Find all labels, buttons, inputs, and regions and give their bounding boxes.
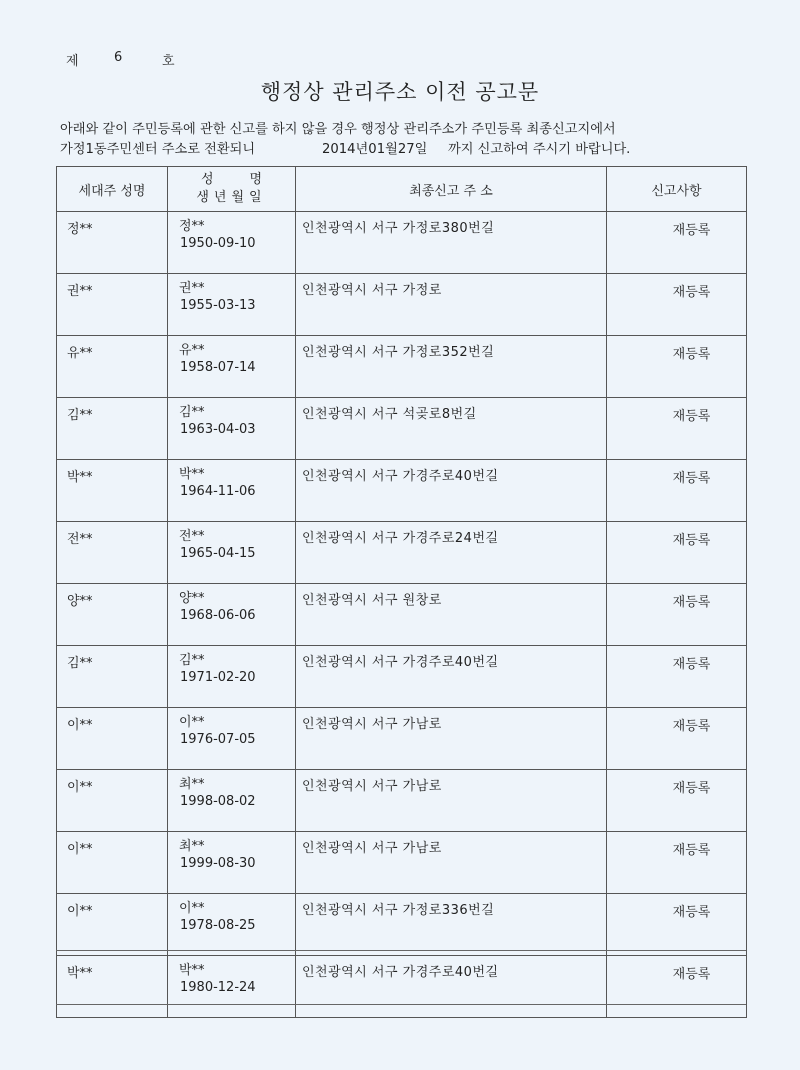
table-row	[57, 708, 747, 770]
doc-number-suffix: 호	[162, 54, 176, 69]
cell-name-birth	[168, 584, 296, 646]
cell-report: 재등록	[607, 584, 747, 646]
cell-address: 인천광역시 서구 가경주로40번길	[296, 646, 607, 708]
cell-report: 재등록	[607, 522, 747, 584]
doc-number-prefix: 제	[66, 54, 80, 69]
cell-householder: 정**	[57, 212, 168, 274]
header-name-part2: 명	[249, 172, 263, 187]
cell-name-birth	[168, 274, 296, 336]
table-row	[57, 274, 747, 336]
cell-birth: 1958-07-14	[180, 360, 256, 375]
cell-name-birth	[168, 708, 296, 770]
cell-address: 인천광역시 서구 가남로	[296, 708, 607, 770]
cell-address: 인천광역시 서구 가남로	[296, 770, 607, 832]
cell-householder: 양**	[57, 584, 168, 646]
cell-address: 인천광역시 서구 가경주로24번길	[296, 522, 607, 584]
cell-householder: 박**	[57, 956, 168, 1018]
table-row	[57, 770, 747, 832]
cell-birth: 1965-04-15	[180, 546, 256, 561]
table-row	[57, 646, 747, 708]
document-number	[66, 50, 176, 69]
table-header	[57, 167, 747, 212]
cell-name-birth	[168, 460, 296, 522]
cell-report: 재등록	[607, 832, 747, 894]
intro-line-2	[60, 140, 750, 160]
table-row	[57, 460, 747, 522]
cell-householder: 권**	[57, 274, 168, 336]
cell-name-birth	[168, 894, 296, 956]
cell-householder: 김**	[57, 646, 168, 708]
cell-address: 인천광역시 서구 가정로	[296, 274, 607, 336]
intro-line-1: 아래와 같이 주민등록에 관한 신고를 하지 않을 경우 행정상 관리주소가 주민등록 최종신고지에서	[60, 122, 616, 137]
cell-name: 김**	[179, 405, 205, 420]
cell-birth: 1955-03-13	[180, 298, 256, 313]
cell-householder: 전**	[57, 522, 168, 584]
cell-birth: 1950-09-10	[180, 236, 256, 251]
cell-name: 최**	[179, 777, 205, 792]
deadline-date: 2014년01월27일	[322, 142, 428, 157]
cell-birth: 1963-04-03	[180, 422, 256, 437]
cell-birth: 1964-11-06	[180, 484, 256, 499]
cell-address: 인천광역시 서구 석곶로8번길	[296, 398, 607, 460]
cell-report: 재등록	[607, 708, 747, 770]
cell-name-birth	[168, 832, 296, 894]
cell-report: 재등록	[607, 770, 747, 832]
cell-householder: 박**	[57, 460, 168, 522]
table-row	[57, 336, 747, 398]
cell-report: 재등록	[607, 646, 747, 708]
header-address: 최종신고 주 소	[296, 167, 607, 212]
cell-birth: 1968-06-06	[180, 608, 256, 623]
notice-table	[56, 166, 747, 1018]
cell-householder: 이**	[57, 770, 168, 832]
footer-rule-1	[56, 950, 746, 951]
cell-name-birth	[168, 398, 296, 460]
cell-report: 재등록	[607, 460, 747, 522]
table-row	[57, 956, 747, 1018]
cell-birth: 1976-07-05	[180, 732, 256, 747]
intro-line-2-end: 까지 신고하여 주시기 바랍니다.	[448, 142, 631, 157]
cell-address: 인천광역시 서구 가경주로40번길	[296, 460, 607, 522]
cell-name-birth	[168, 646, 296, 708]
cell-birth: 1971-02-20	[180, 670, 256, 685]
cell-report: 재등록	[607, 274, 747, 336]
cell-name: 전**	[179, 529, 205, 544]
cell-address: 인천광역시 서구 가남로	[296, 832, 607, 894]
cell-address: 인천광역시 서구 가정로380번길	[296, 212, 607, 274]
cell-birth: 1998-08-02	[180, 794, 256, 809]
cell-birth: 1999-08-30	[180, 856, 256, 871]
cell-address: 인천광역시 서구 원창로	[296, 584, 607, 646]
table-row	[57, 398, 747, 460]
cell-householder: 이**	[57, 708, 168, 770]
header-householder: 세대주 성명	[57, 167, 168, 212]
header-report: 신고사항	[607, 167, 747, 212]
cell-name-birth	[168, 336, 296, 398]
table-row	[57, 894, 747, 956]
cell-householder: 김**	[57, 398, 168, 460]
cell-name-birth	[168, 212, 296, 274]
cell-report: 재등록	[607, 336, 747, 398]
cell-name: 이**	[179, 715, 205, 730]
cell-name: 정**	[179, 219, 205, 234]
header-birth: 생년월일	[196, 190, 267, 205]
header-name-part1: 성	[200, 172, 214, 187]
intro-paragraph	[60, 120, 750, 160]
table-row	[57, 522, 747, 584]
footer-rule-2	[56, 1004, 746, 1005]
header-name-birth	[168, 167, 296, 212]
page-title: 행정상 관리주소 이전 공고문	[260, 80, 540, 104]
cell-name: 박**	[179, 963, 205, 978]
cell-report: 재등록	[607, 398, 747, 460]
cell-name: 유**	[179, 343, 205, 358]
cell-birth: 1978-08-25	[180, 918, 256, 933]
cell-address: 인천광역시 서구 가경주로40번길	[296, 956, 607, 1018]
cell-householder: 이**	[57, 894, 168, 956]
cell-report: 재등록	[607, 212, 747, 274]
table-row	[57, 584, 747, 646]
cell-name: 양**	[179, 591, 205, 606]
cell-birth: 1980-12-24	[180, 980, 256, 995]
cell-name: 권**	[179, 281, 205, 296]
cell-name: 박**	[179, 467, 205, 482]
doc-number-value: 6	[114, 50, 124, 65]
cell-name-birth	[168, 522, 296, 584]
cell-name-birth	[168, 770, 296, 832]
cell-name-birth	[168, 956, 296, 1018]
table-row	[57, 212, 747, 274]
intro-line-2-start: 가정1동주민센터 주소로 전환되니	[60, 142, 256, 157]
table-body	[57, 212, 747, 1018]
cell-name: 이**	[179, 901, 205, 916]
cell-householder: 이**	[57, 832, 168, 894]
cell-report: 재등록	[607, 956, 747, 1018]
table-row	[57, 832, 747, 894]
cell-householder: 유**	[57, 336, 168, 398]
cell-address: 인천광역시 서구 가정로336번길	[296, 894, 607, 956]
cell-name: 김**	[179, 653, 205, 668]
cell-address: 인천광역시 서구 가정로352번길	[296, 336, 607, 398]
cell-report: 재등록	[607, 894, 747, 956]
cell-name: 최**	[179, 839, 205, 854]
